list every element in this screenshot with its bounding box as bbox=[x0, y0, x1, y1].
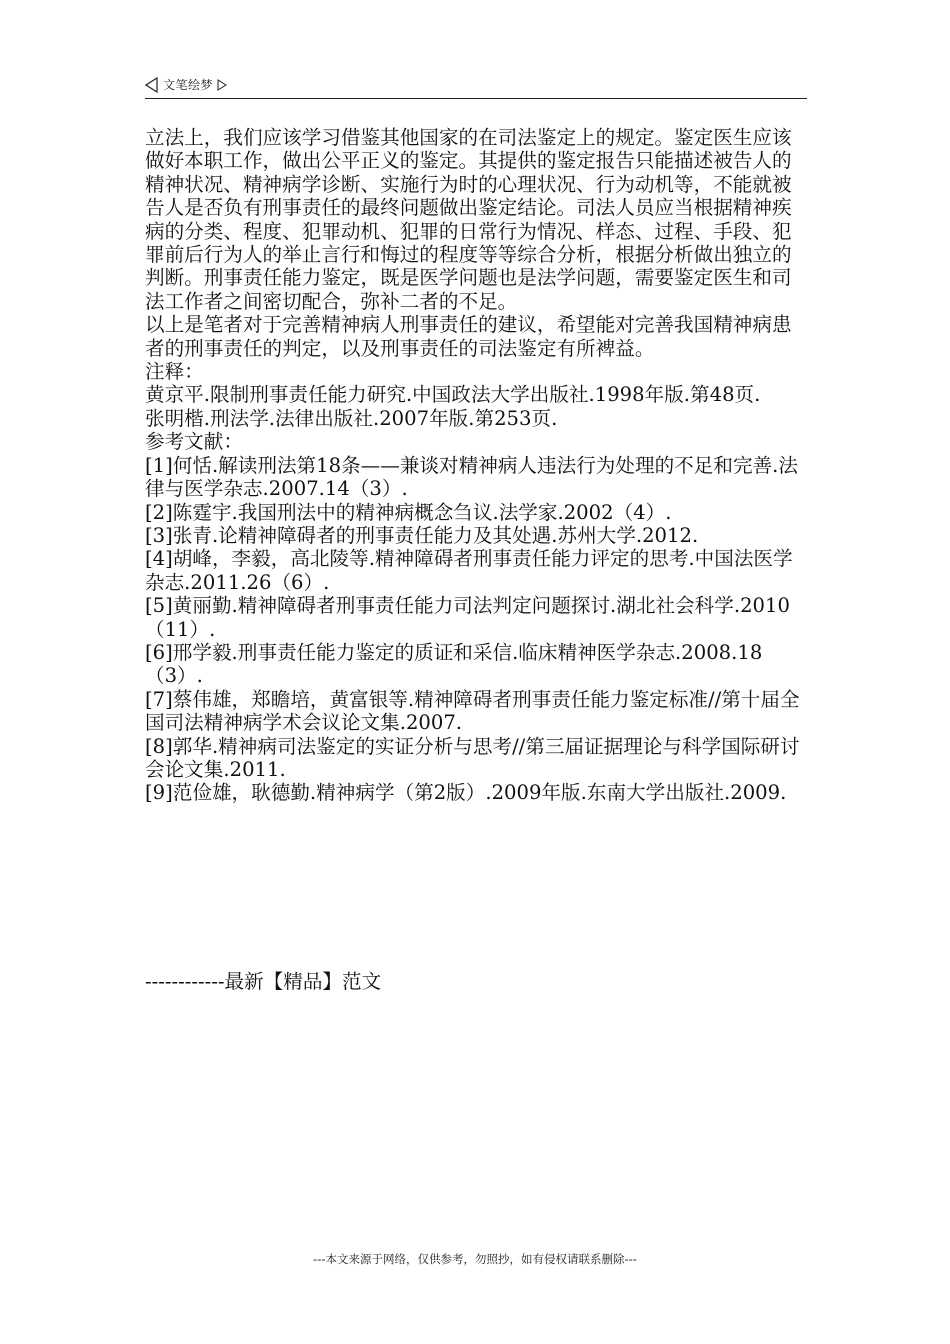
reference-item: [3]张青.论精神障碍者的刑事责任能力及其处遇.苏州大学.2012. bbox=[145, 523, 699, 547]
note-item: 黄京平.限制刑事责任能力研究.中国政法大学出版社.1998年版.第48页. bbox=[145, 383, 761, 407]
page-header bbox=[145, 76, 807, 99]
reference-item: [4]胡峰，李毅，高北陵等.精神障碍者刑事责任能力评定的思考.中国法医学杂志.2011.26（6）. bbox=[145, 547, 793, 594]
header-brand: 文笔绘梦 bbox=[163, 78, 214, 92]
header-brand-group bbox=[145, 76, 227, 93]
reference-item: [1]何恬.解读刑法第18条——兼谈对精神病人违法行为处理的不足和完善.法律与医学杂志.2007.14（3）. bbox=[145, 453, 798, 501]
references-heading: 参考文献： bbox=[145, 430, 243, 454]
triangle-right-icon bbox=[217, 79, 227, 91]
body-paragraph: 以上是笔者对于完善精神病人刑事责任的建议，希望能对完善我国精神病患者的刑事责任的判定，以及刑事责任的司法鉴定有所裨益。 bbox=[145, 313, 792, 360]
triangle-left-icon bbox=[145, 77, 159, 93]
body-paragraph: 立法上，我们应该学习借鉴其他国家的在司法鉴定上的规定。鉴定医生应该做好本职工作，做出公平正义的鉴定。其提供的鉴定报告只能描述被告人的精神状况、精神病学诊断、实施行为时的心理状况、行为动机等，不能就被告人是否负有刑事责任的最终问题做出鉴定结论。司法人员应当根据精神疾病的分类、程度、犯罪动机、犯罪的日常行为情况、样态、过程、手段、犯罪前后行为人的举止言行和悔过的程度等等综合分析，根据分析做出独立的判断。刑事责任能力鉴定，既是医学问题也是法学问题，需要鉴定医生和司法工作者之间密切配合，弥补二者的不足。 bbox=[145, 126, 792, 313]
reference-item: [5]黄丽勤.精神障碍者刑事责任能力司法判定问题探讨.湖北社会科学.2010（11）. bbox=[145, 594, 790, 641]
document-body bbox=[145, 126, 810, 805]
reference-item: [9]范俭雄，耿德勤.精神病学（第2版）.2009年版.东南大学出版社.2009. bbox=[145, 781, 787, 805]
reference-item: [7]蔡伟雄，郑瞻培，黄富银等.精神障碍者刑事责任能力鉴定标准//第十届全国司法精神病学术会议论文集.2007. bbox=[145, 687, 800, 735]
copyright-disclaimer: ---本文来源于网络，仅供参考，勿照抄，如有侵权请联系删除--- bbox=[313, 1252, 637, 1266]
reference-item: [2]陈霆宇.我国刑法中的精神病概念刍议.法学家.2002（4）. bbox=[145, 500, 672, 524]
notes-heading: 注释： bbox=[145, 360, 204, 384]
reference-item: [6]邢学毅.刑事责任能力鉴定的质证和采信.临床精神医学杂志.2008.18（3）. bbox=[145, 640, 763, 688]
reference-item: [8]郭华.精神病司法鉴定的实证分析与思考//第三届证据理论与科学国际研讨会论文集.2011. bbox=[145, 734, 800, 781]
footer-tagline: ------------最新【精品】范文 bbox=[145, 970, 382, 993]
note-item: 张明楷.刑法学.法律出版社.2007年版.第253页. bbox=[145, 406, 558, 430]
